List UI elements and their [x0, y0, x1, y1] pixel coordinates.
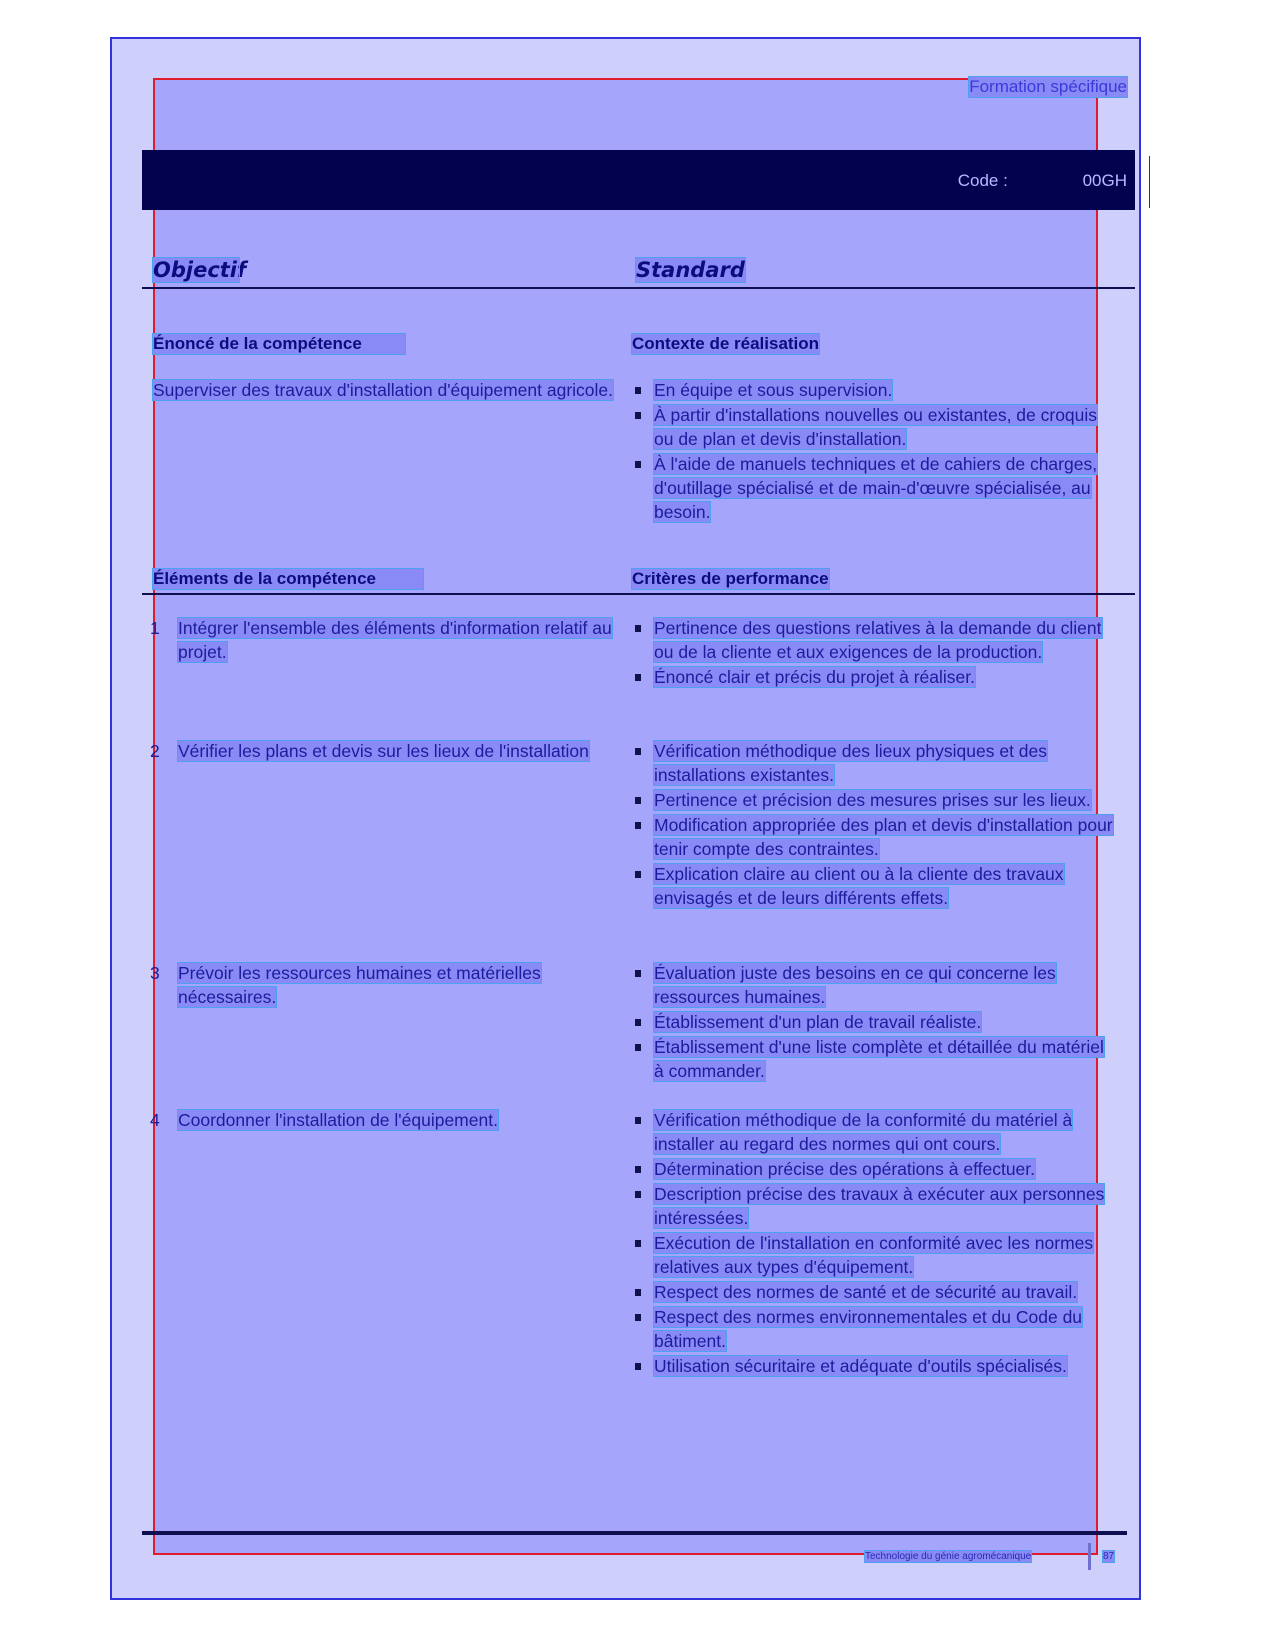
criterion-item: Vérification méthodique de la conformité du matériel à installer au regard des normes qui ont cours. [632, 1108, 1118, 1156]
footer-rule [142, 1531, 1127, 1535]
criteria-heading: Critères de performance [632, 569, 829, 588]
criterion-item: Modification appropriée des plan et devis d'installation pour tenir compte des contraintes. [632, 813, 1118, 861]
criterion-item: Explication claire au client ou à la cliente des travaux envisagés et de leurs différents effets. [632, 862, 1118, 910]
context-list [632, 378, 1118, 525]
criterion-item: Respect des normes environnementales et du Code du bâtiment. [632, 1305, 1118, 1353]
element-item-3 [150, 961, 620, 1009]
criterion-item: Pertinence des questions relatives à la demande du client ou de la cliente et aux exigences de la production. [632, 616, 1118, 664]
criterion-item: Établissement d'une liste complète et détaillée du matériel à commander. [632, 1035, 1118, 1083]
element-number: 3 [150, 963, 160, 983]
context-item: À partir d'installations nouvelles ou existantes, de croquis ou de plan et devis d'installation. [632, 403, 1118, 451]
context-item: En équipe et sous supervision. [632, 378, 1118, 402]
program-header: Formation spécifique [969, 77, 1127, 96]
footer-program: Technologie du génie agromécanique [865, 1551, 1032, 1562]
competence-statement-text: Superviser des travaux d'installation d'équipement agricole. [153, 380, 613, 400]
criteria-list-2 [632, 739, 1118, 911]
title-objectif: Objectif [153, 258, 247, 282]
competence-statement [153, 378, 613, 402]
element-item-1 [150, 616, 620, 664]
criteria-list-4 [632, 1108, 1118, 1379]
element-text: Intégrer l'ensemble des éléments d'information relatif au projet. [178, 618, 612, 662]
element-item-2 [150, 739, 620, 763]
context-item: À l'aide de manuels techniques et de cahiers de charges, d'outillage spécialisé et de main-d'œuvre spécialisée, au besoin. [632, 452, 1118, 524]
competence-heading: Énoncé de la compétence [153, 334, 405, 354]
criterion-item: Respect des normes de santé et de sécurité au travail. [632, 1280, 1118, 1304]
element-text: Prévoir les ressources humaines et matérielles nécessaires. [178, 963, 541, 1007]
criterion-item: Évaluation juste des besoins en ce qui concerne les ressources humaines. [632, 961, 1118, 1009]
element-text: Vérifier les plans et devis sur les lieux de l'installation [178, 741, 589, 761]
title-rule [142, 287, 1135, 289]
element-number: 1 [150, 618, 160, 638]
code-label-text: Code : [957, 171, 1008, 190]
element-number: 4 [150, 1110, 160, 1130]
page-number: 87 [1103, 1551, 1115, 1562]
element-text: Coordonner l'installation de l'équipement. [178, 1110, 498, 1130]
criterion-item: Utilisation sécuritaire et adéquate d'outils spécialisés. [632, 1354, 1118, 1378]
criterion-item: Détermination précise des opérations à effectuer. [632, 1157, 1118, 1181]
code-value: 00GH [1082, 171, 1127, 190]
elements-heading: Éléments de la compétence [153, 569, 423, 589]
criteria-list-3 [632, 961, 1118, 1084]
criteria-list-1 [632, 616, 1118, 690]
footer-tick [1088, 1543, 1091, 1570]
criterion-item: Exécution de l'installation en conformité avec les normes relatives aux types d'équipement. [632, 1231, 1118, 1279]
criterion-item: Pertinence et précision des mesures prises sur les lieux. [632, 788, 1118, 812]
elements-rule [142, 593, 1135, 595]
criterion-item: Description précise des travaux à exécuter aux personnes intéressées. [632, 1182, 1118, 1230]
context-heading: Contexte de réalisation [632, 334, 820, 353]
criterion-item: Énoncé clair et précis du projet à réaliser. [632, 665, 1118, 689]
element-number: 2 [150, 741, 160, 761]
element-item-4 [150, 1108, 620, 1132]
criterion-item: Établissement d'un plan de travail réaliste. [632, 1010, 1118, 1034]
code-label [958, 171, 1127, 191]
title-standard: Standard [636, 258, 745, 282]
criterion-item: Vérification méthodique des lieux physiques et des installations existantes. [632, 739, 1118, 787]
code-separator [1149, 156, 1150, 208]
